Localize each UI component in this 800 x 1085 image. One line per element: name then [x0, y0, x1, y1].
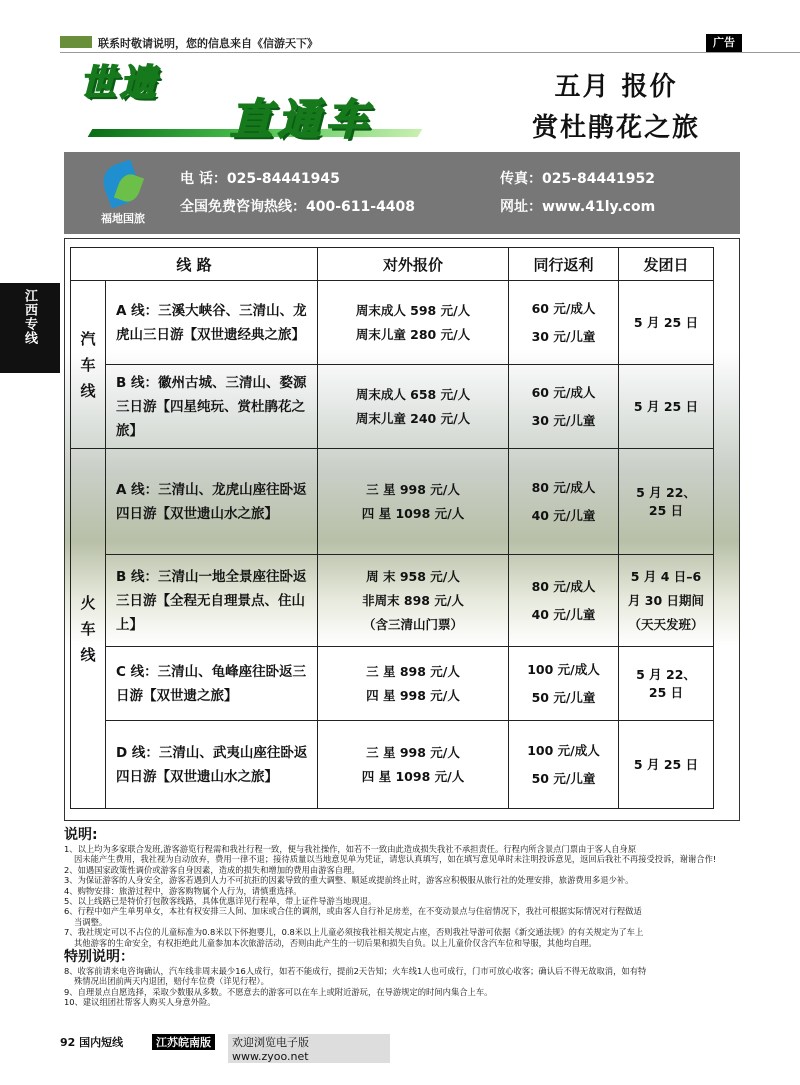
note-line: 5、以上线路已是特价打包散客线路，具体优惠详见行程单，带上证件导游当地现退。	[64, 896, 377, 907]
promo-line2: 赏杜鹃花之旅	[531, 113, 700, 143]
rebate-cell: 60 元/成人 30 元/儿童	[509, 365, 619, 449]
route-cell: B 线：三清山一地全景座往卧返三日游【全程无自理景点、住山上】	[106, 555, 318, 647]
table-row	[71, 365, 714, 449]
note-line: 7、我社规定可以不占位的儿童标准为0.8米以下怀抱婴儿，0.8米以上儿童必须按我社相关规定占座，否则我社导游可依据《新交通法规》的有关规定为了车上	[64, 927, 644, 938]
side-tab	[0, 283, 60, 373]
source-note: 联系时敬请说明，您的信息来自《信游天下》	[98, 37, 318, 50]
special-notes-title: 特别说明：	[64, 949, 134, 966]
brand-line1: 世遗	[80, 63, 161, 104]
note-line: 2、如遇国家政策性调价或游客自身因素，造成的损失和增加的费用由游客自理。	[64, 864, 360, 875]
special-note-line: 8、收客前请来电咨询确认，汽车线非周末最少16人成行，如若不能成行，提前2天告知；火车线1人也可成行，门市可放心收客；确认后不得无故取消，如有特	[64, 966, 647, 977]
departure-cell: 5 月 22、 25 日	[619, 647, 714, 721]
fax-text: 传真：025-84441952	[500, 171, 655, 187]
notes-section	[64, 826, 740, 1008]
page-number: 92 国内短线	[60, 1036, 124, 1049]
note-line: 因未能产生费用，我社视为自动放弃，费用一律不退；接待质量以当地意见单为凭证，请您认真填写，如在填写意见单时未注明投诉意见，返回后我社不再接受投诉，谢谢合作!	[74, 854, 717, 865]
note-line: 其他游客的生命安全，有权拒绝此儿童参加本次旅游活动，否则由此产生的一切后果和损失自负。以上儿童价仅含汽车位和导服，其他均自理。	[74, 937, 597, 948]
brand-line2: 直通车	[230, 95, 375, 144]
price-cell: 周末成人 658 元/人 周末儿童 240 元/人	[318, 365, 509, 449]
agency-logo-text: 福地国旅	[101, 212, 145, 225]
website-text: 网址：www.41ly.com	[500, 199, 656, 215]
departure-cell: 5 月 25 日	[619, 281, 714, 365]
price-table	[70, 247, 714, 809]
price-table-panel	[64, 238, 740, 821]
route-cell: D 线：三清山、武夷山座往卧返四日游【双世遗山水之旅】	[106, 721, 318, 809]
footer-url: 欢迎浏览电子版 www.zyoo.net	[228, 1034, 390, 1063]
header-departure: 发团日	[619, 248, 714, 281]
agency-logo	[94, 158, 152, 228]
rebate-cell: 80 元/成人 40 元/儿童	[509, 555, 619, 647]
hotline-text: 全国免费咨询热线：400-611-4408	[180, 199, 416, 215]
table-row	[71, 449, 714, 555]
price-cell: 周 末 958 元/人 非周末 898 元/人 （含三清山门票）	[318, 555, 509, 647]
table-row	[71, 555, 714, 647]
header-route: 线 路	[71, 248, 318, 281]
price-cell: 三 星 998 元/人 四 星 1098 元/人	[318, 449, 509, 555]
departure-cell: 5 月 25 日	[619, 365, 714, 449]
departure-cell: 5 月 4 日–6 月 30 日期间 （天天发班）	[619, 555, 714, 647]
route-cell: C 线：三清山、龟峰座往卧返三日游【双世遗之旅】	[106, 647, 318, 721]
route-cell: A 线：三溪大峡谷、三清山、龙虎山三日游【双世遗经典之旅】	[106, 281, 318, 365]
edition-badge: 江苏皖南版	[152, 1034, 215, 1050]
brand-logo	[60, 55, 480, 150]
rebate-cell: 100 元/成人 50 元/儿童	[509, 647, 619, 721]
route-cell: B 线：徽州古城、三清山、婺源三日游【四星纯玩、赏杜鹃花之旅】	[106, 365, 318, 449]
category-bus: 汽车线	[71, 281, 106, 449]
note-line: 6、行程中如产生单男单女，本社有权安排三人间、加床或合住的调剂，或由客人自行补足房差，在不变动景点与住宿情况下，我社可根据实际情况对行程做适	[64, 906, 642, 917]
price-cell: 周末成人 598 元/人 周末儿童 280 元/人	[318, 281, 509, 365]
magazine-logo	[60, 36, 92, 48]
special-note-line: 9、自理景点自愿选择，采取少数服从多数。不愿意去的游客可以在车上或附近游玩，在导游规定的时间内集合上车。	[64, 986, 493, 997]
note-line: 3、为保证游客的人身安全，游客若遇到人力不可抗拒的因素导致的重大调整、顺延或提前终止时，游客应积极服从旅行社的处理安排，旅游费用多退少补。	[64, 875, 634, 886]
note-line: 当调整。	[74, 916, 108, 927]
side-tab-label: 江西专线	[22, 289, 37, 345]
price-cell: 三 星 898 元/人 四 星 998 元/人	[318, 647, 509, 721]
notes-title: 说明:	[64, 827, 98, 843]
table-row	[71, 647, 714, 721]
table-row	[71, 721, 714, 809]
price-cell: 三 星 998 元/人 四 星 1098 元/人	[318, 721, 509, 809]
note-line: 4、购物安排：旅游过程中，游客购物属个人行为，请慎重选择。	[64, 885, 302, 896]
header-price: 对外报价	[318, 248, 509, 281]
promo-title	[492, 60, 740, 152]
table-header-row	[71, 248, 714, 281]
promo-line1: 五月 报价	[554, 72, 678, 102]
contact-band	[64, 152, 740, 234]
header-rebate: 同行返利	[509, 248, 619, 281]
departure-cell: 5 月 22、 25 日	[619, 449, 714, 555]
category-train: 火车线	[71, 449, 106, 809]
route-cell: A 线：三清山、龙虎山座往卧返四日游【双世遗山水之旅】	[106, 449, 318, 555]
footer	[60, 1034, 390, 1063]
ad-tag: 广告	[706, 34, 742, 52]
rebate-cell: 100 元/成人 50 元/儿童	[509, 721, 619, 809]
top-bar	[60, 34, 800, 53]
table-row	[71, 281, 714, 365]
rebate-cell: 80 元/成人 40 元/儿童	[509, 449, 619, 555]
rebate-cell: 60 元/成人 30 元/儿童	[509, 281, 619, 365]
special-note-line: 10、建议组团社帮客人购买人身意外险。	[64, 997, 216, 1008]
special-note-line: 殊情况出团前两天内退团，赔付车位费（详见行程）。	[74, 976, 269, 987]
note-line: 1、以上均为多家联合发班,游客游览行程需和我社行程一致，便与我社操作，如若不一致由此造成损失我社不承担责任。行程内所含景点门票由于客人自身原	[64, 844, 637, 854]
phone-text: 电 话：025-84441945	[180, 171, 340, 187]
departure-cell: 5 月 25 日	[619, 721, 714, 809]
